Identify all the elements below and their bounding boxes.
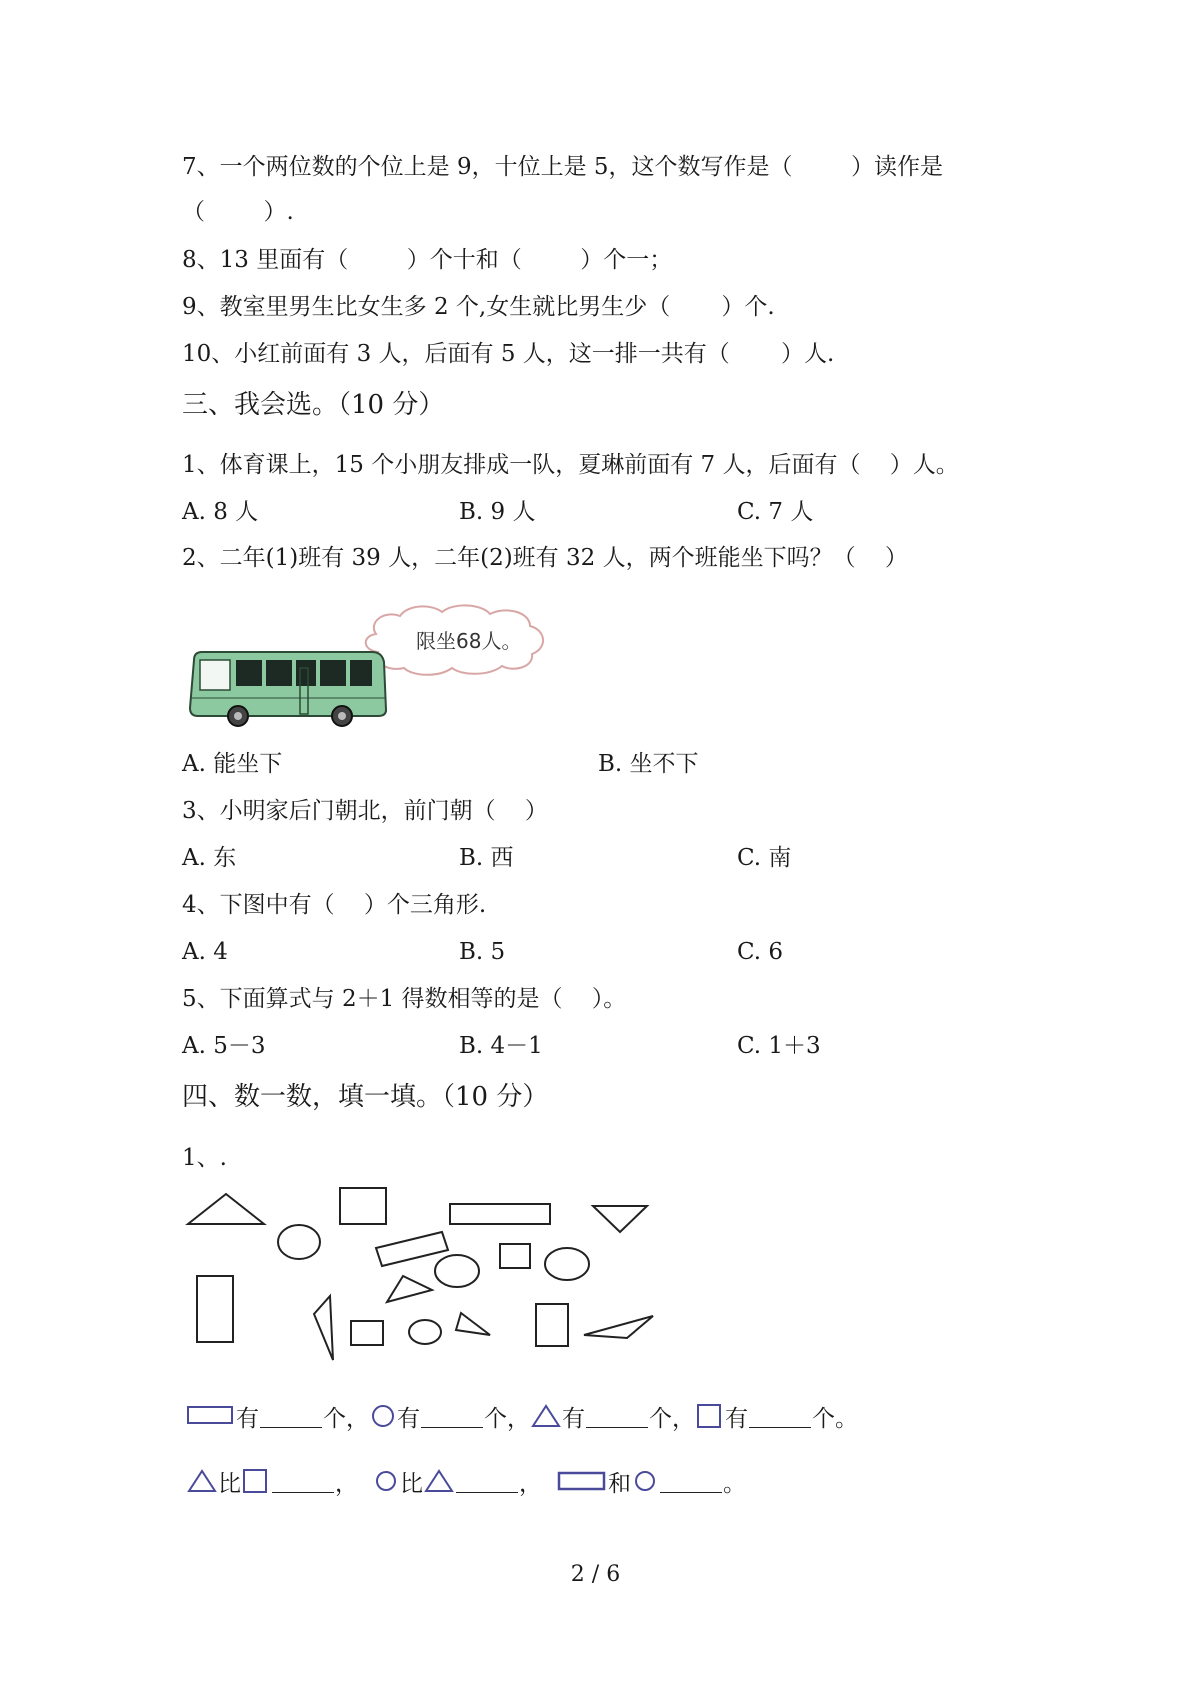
unit-end-label: 个。	[812, 1405, 858, 1432]
triangle-icon	[423, 1468, 455, 1494]
square-shape-icon	[351, 1321, 383, 1345]
circle-shape-icon	[435, 1255, 479, 1287]
triangle-shape-icon	[456, 1313, 490, 1335]
s3-q4-option-c: C. 6	[737, 939, 784, 965]
comma-label: ，	[335, 1470, 358, 1497]
s3-q3-option-a: A. 东	[182, 845, 237, 871]
s3-q2-option-b: B. 坐不下	[598, 751, 699, 777]
square-shape-icon	[340, 1188, 386, 1224]
question-7-line-2: （ ）.	[182, 199, 294, 225]
circle-vs-triangle-blank[interactable]	[456, 1470, 518, 1493]
circle-icon	[372, 1469, 400, 1493]
bubble-text: 限坐68人。	[416, 629, 522, 653]
triangle-shape-icon	[314, 1296, 333, 1360]
square-icon	[241, 1468, 271, 1494]
s3-q1-option-a: A. 8 人	[182, 499, 259, 525]
rectangle-shape-icon	[197, 1276, 233, 1342]
rectangle-shape-icon	[536, 1304, 568, 1346]
s3-q5-option-b: B. 4－1	[459, 1033, 543, 1059]
section-3-title: 三、我会选。（10 分）	[182, 390, 445, 420]
rectangle-and-circle-blank[interactable]	[660, 1470, 722, 1493]
triangle-count-blank[interactable]	[586, 1405, 648, 1428]
unit-label: 个，	[484, 1405, 530, 1432]
rectangle-shape-icon	[376, 1232, 448, 1266]
triangle-icon	[530, 1403, 562, 1429]
s3-question-1: 1、体育课上，15 个小朋友排成一队，夏琳前面有 7 人，后面有（ ）人。	[182, 452, 959, 478]
have-label: 有	[236, 1405, 259, 1432]
end-label: 。	[723, 1470, 746, 1497]
count-row	[186, 1399, 858, 1433]
square-icon	[695, 1403, 725, 1429]
question-9: 9、教室里男生比女生多 2 个,女生就比男生少（ ）个.	[182, 294, 775, 320]
circle-shape-icon	[278, 1225, 320, 1259]
circle-shape-icon	[409, 1320, 441, 1344]
have-label: 有	[725, 1405, 748, 1432]
rectangle-icon	[186, 1404, 236, 1428]
s3-question-4: 4、下图中有（ ）个三角形.	[182, 892, 487, 918]
s3-q3-option-b: B. 西	[459, 845, 514, 871]
s3-q5-option-c: C. 1＋3	[737, 1033, 821, 1059]
compare-label: 比	[218, 1470, 241, 1497]
s3-q4-option-a: A. 4	[182, 939, 228, 965]
s3-q4-option-b: B. 5	[459, 939, 506, 965]
triangle-icon	[186, 1468, 218, 1494]
rectangle-count-blank[interactable]	[260, 1405, 322, 1428]
s3-q1-option-c: C. 7 人	[737, 499, 814, 525]
triangle-shape-icon	[593, 1206, 647, 1232]
section-4-title: 四、数一数，填一填。（10 分）	[182, 1082, 549, 1112]
s3-question-5: 5、下面算式与 2＋1 得数相等的是（ ）。	[182, 986, 627, 1012]
square-shape-icon	[500, 1244, 530, 1268]
square-count-blank[interactable]	[749, 1405, 811, 1428]
triangle-shape-icon	[387, 1276, 432, 1302]
rectangle-shape-icon	[450, 1204, 550, 1224]
circle-icon	[631, 1469, 659, 1493]
question-10: 10、小红前面有 3 人，后面有 5 人，这一排一共有（ ）人.	[182, 341, 835, 367]
s3-q5-option-a: A. 5－3	[182, 1033, 266, 1059]
bus-illustration	[186, 598, 596, 733]
unit-label: 个，	[323, 1405, 369, 1432]
circle-shape-icon	[545, 1248, 589, 1280]
s3-question-3: 3、小明家后门朝北，前门朝（ ）	[182, 798, 548, 824]
triangle-shape-icon	[188, 1194, 264, 1224]
compare-label: 比	[400, 1470, 423, 1497]
have-label: 有	[562, 1405, 585, 1432]
triangle-vs-square-blank[interactable]	[272, 1470, 334, 1493]
have-label: 有	[397, 1405, 420, 1432]
comma-label: ，	[519, 1470, 542, 1497]
unit-label: 个，	[649, 1405, 695, 1432]
and-label: 和	[608, 1470, 631, 1497]
s3-question-2: 2、二年(1)班有 39 人，二年(2)班有 32 人，两个班能坐下吗？（ ）	[182, 545, 908, 571]
question-8: 8、13 里面有（ ）个十和（ ）个一；	[182, 247, 673, 273]
page-number: 2 / 6	[570, 1562, 621, 1587]
shapes-figure	[180, 1180, 670, 1370]
question-7-line-1: 7、一个两位数的个位上是 9，十位上是 5，这个数写作是（ ）读作是	[182, 154, 944, 180]
rectangle-icon	[556, 1469, 608, 1493]
s3-q1-option-b: B. 9 人	[459, 499, 536, 525]
circle-icon	[369, 1404, 397, 1428]
s4-question-1-label: 1、.	[182, 1145, 227, 1171]
compare-row	[186, 1464, 746, 1498]
s3-q3-option-c: C. 南	[737, 845, 792, 871]
circle-count-blank[interactable]	[421, 1405, 483, 1428]
s3-q2-option-a: A. 能坐下	[182, 751, 283, 777]
triangle-shape-icon	[584, 1316, 653, 1338]
